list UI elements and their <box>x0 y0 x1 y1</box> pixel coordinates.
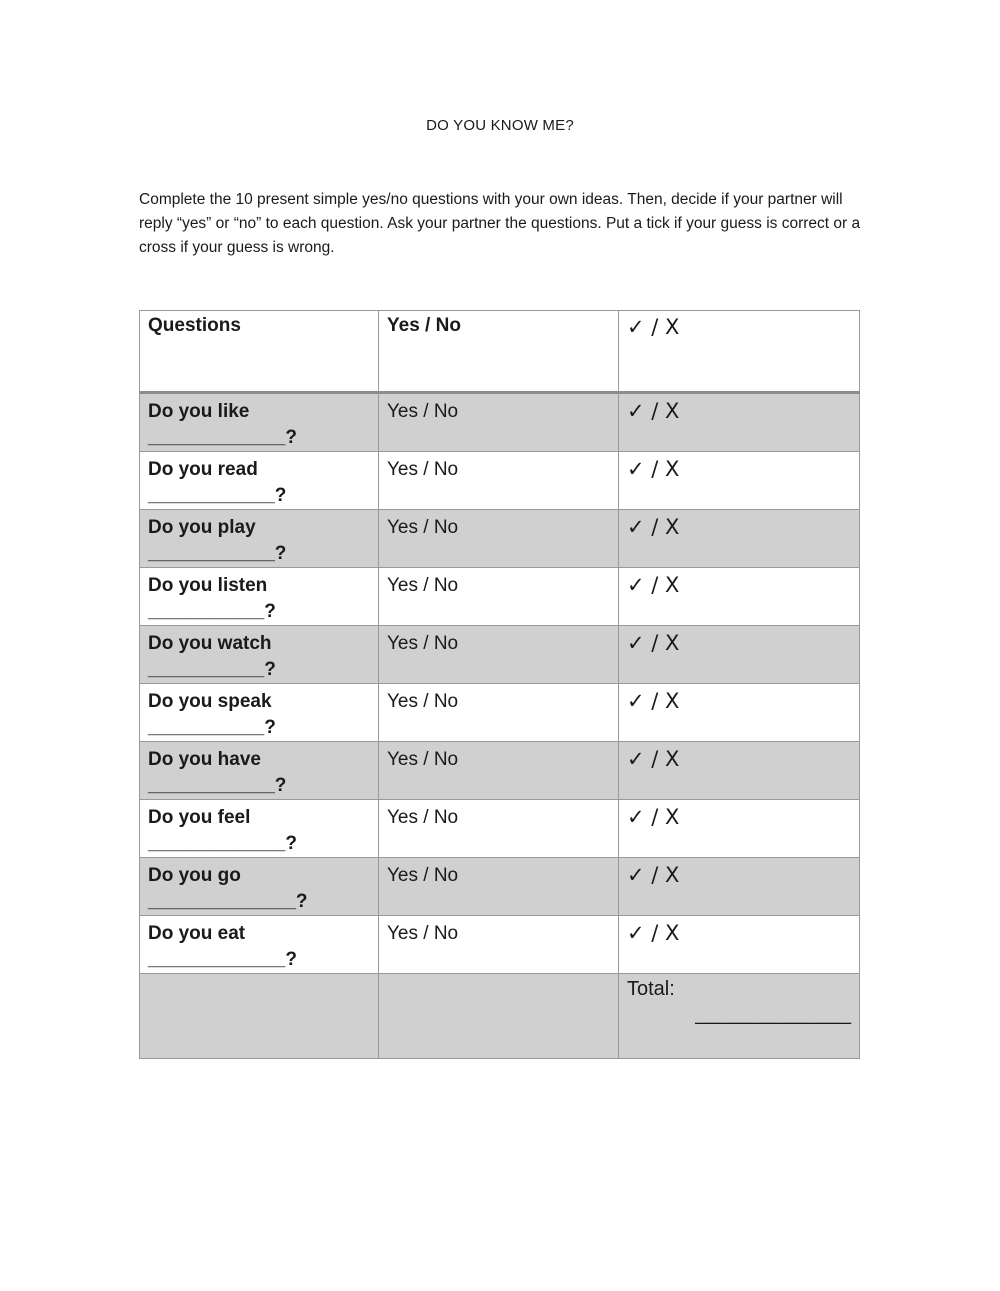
table-row <box>140 568 860 626</box>
answer-blank[interactable]: ___________? <box>148 717 276 738</box>
question-cell[interactable] <box>140 858 379 916</box>
check-cross-cell[interactable]: ✓ / X <box>619 452 860 510</box>
yes-no-cell[interactable]: Yes / No <box>379 800 619 858</box>
total-empty-cell <box>379 974 619 1059</box>
yes-no-cell[interactable]: Yes / No <box>379 684 619 742</box>
question-cell[interactable] <box>140 452 379 510</box>
yes-no-cell[interactable]: Yes / No <box>379 626 619 684</box>
header-check-cross: ✓ / X <box>619 311 860 393</box>
yes-no-cell[interactable]: Yes / No <box>379 510 619 568</box>
check-cross-cell[interactable]: ✓ / X <box>619 684 860 742</box>
check-cross-cell[interactable]: ✓ / X <box>619 800 860 858</box>
worksheet-table <box>139 310 860 1059</box>
answer-blank[interactable]: ____________? <box>148 543 287 564</box>
total-empty-cell <box>140 974 379 1059</box>
table-row <box>140 742 860 800</box>
question-stem: Do you play <box>148 517 256 538</box>
header-questions: Questions <box>140 311 379 393</box>
table-row <box>140 626 860 684</box>
yes-no-cell[interactable]: Yes / No <box>379 858 619 916</box>
answer-blank[interactable]: ____________? <box>148 485 287 506</box>
question-stem: Do you read <box>148 459 258 480</box>
yes-no-cell[interactable]: Yes / No <box>379 393 619 452</box>
table-row <box>140 800 860 858</box>
question-stem: Do you go <box>148 865 241 886</box>
check-cross-cell[interactable]: ✓ / X <box>619 626 860 684</box>
yes-no-cell[interactable]: Yes / No <box>379 916 619 974</box>
check-cross-cell[interactable]: ✓ / X <box>619 858 860 916</box>
total-label: Total: <box>627 978 675 1000</box>
question-stem: Do you have <box>148 749 261 770</box>
table-row <box>140 510 860 568</box>
question-cell[interactable] <box>140 916 379 974</box>
check-cross-cell[interactable]: ✓ / X <box>619 393 860 452</box>
yes-no-cell[interactable]: Yes / No <box>379 742 619 800</box>
answer-blank[interactable]: _____________? <box>148 833 297 854</box>
answer-blank[interactable]: _____________? <box>148 949 297 970</box>
yes-no-cell[interactable]: Yes / No <box>379 568 619 626</box>
answer-blank[interactable]: ____________? <box>148 775 287 796</box>
question-stem: Do you watch <box>148 633 272 654</box>
check-cross-cell[interactable]: ✓ / X <box>619 916 860 974</box>
question-stem: Do you speak <box>148 691 272 712</box>
question-cell[interactable] <box>140 510 379 568</box>
total-row <box>140 974 860 1059</box>
table-row <box>140 452 860 510</box>
table-row <box>140 393 860 452</box>
answer-blank[interactable]: ______________? <box>148 891 308 912</box>
question-cell[interactable] <box>140 568 379 626</box>
question-stem: Do you eat <box>148 923 246 944</box>
question-stem: Do you listen <box>148 575 268 596</box>
table-row <box>140 916 860 974</box>
yes-no-cell[interactable]: Yes / No <box>379 452 619 510</box>
check-cross-cell[interactable]: ✓ / X <box>619 568 860 626</box>
instructions-paragraph: Complete the 10 present simple yes/no questions with your own ideas. Then, decide if your partner will reply “yes” or “no” to each question. Ask your partner the questions. Put a tick if your guess is correct or a cross if your guess is wrong. <box>139 191 861 256</box>
question-cell[interactable] <box>140 393 379 452</box>
header-yes-no: Yes / No <box>379 311 619 393</box>
question-stem: Do you like <box>148 401 250 422</box>
table-row <box>140 858 860 916</box>
answer-blank[interactable]: ___________? <box>148 659 276 680</box>
question-cell[interactable] <box>140 742 379 800</box>
answer-blank[interactable]: _____________? <box>148 427 297 448</box>
question-cell[interactable] <box>140 684 379 742</box>
total-cell[interactable] <box>619 974 860 1059</box>
check-cross-cell[interactable]: ✓ / X <box>619 742 860 800</box>
total-blank[interactable]: ______________ <box>695 1003 851 1025</box>
question-cell[interactable] <box>140 626 379 684</box>
table-row <box>140 684 860 742</box>
answer-blank[interactable]: ___________? <box>148 601 276 622</box>
check-cross-cell[interactable]: ✓ / X <box>619 510 860 568</box>
table-header-row <box>140 311 860 393</box>
question-cell[interactable] <box>140 800 379 858</box>
question-stem: Do you feel <box>148 807 251 828</box>
page-title: DO YOU KNOW ME? <box>426 117 574 134</box>
